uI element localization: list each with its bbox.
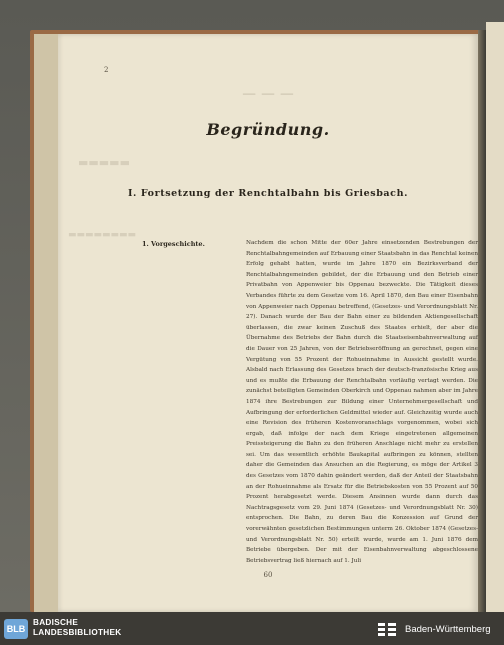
page-heading: Begründung.	[206, 120, 330, 139]
baden-wuerttemberg-crest-icon	[376, 619, 398, 638]
page-number-top: 2	[104, 66, 109, 74]
book-gutter	[478, 30, 486, 612]
library-name-line1: BADISCHE	[33, 618, 79, 627]
library-name-line2: LANDESBIBLIOTHEK	[33, 628, 122, 637]
document-page: — — — ▬▬▬▬▬ ▬▬▬▬▬▬▬▬	[58, 34, 478, 612]
margin-note: 1. Vorgeschichte.	[142, 240, 205, 248]
library-name[interactable]	[33, 618, 122, 638]
state-name[interactable]: Baden-Württemberg	[405, 624, 491, 635]
section-heading: I. Fortsetzung der Renchtalbahn bis Griesbach.	[128, 188, 408, 199]
facing-page-strip	[486, 22, 504, 612]
blb-logo[interactable]: BLB	[4, 619, 28, 639]
page-number-bottom: 60	[263, 571, 273, 579]
body-paragraph: Nachdem die schon Mitte der 60er Jahre einsetzenden Bestrebungen der Renchtalbahngemeinden auf Erbauung einer Staatsbahn in das Renchtal keinen Erfolg gehabt hatten, wurde im Jahre 1870 ein Bezirksverband der Renchtalbahngemeinden gebildet, der die Erbauung und den Betrieb einer Privatbahn von Appenweier bis Oppenau bezweckte. Die Tätigkeit dieses Verbandes führte zu dem Gesetze vom 16. April 1870, den Bau einer Eisenbahn von Appenweier nach Oppenau betreffend, (Gesetzes- und Verordnungsblatt Nr. 27). Danach wurde der Bau der Bahn einer zu bildenden Aktiengesellschaft überlassen, die zwar keinen Zuschuß des Staates erhielt, der aber die Übernahme des Betriebs der Bahn durch die Staatseisenbahnverwaltung auf die Dauer von 25 Jahren, von der Betriebseröffnung an gerechnet, gegen eine Vergütung von 55 Prozent der Rohueinnahme in Aussicht gestellt wurde. Alsbald nach Erlassung des Gesetzes brach der deutsch-französische Krieg aus und es mußte die Erbauung der Renchtalbahn vorläufig vertagt werden. Die zunächst beteiligten Gemeinden Oberkirch und Oppenau nahmen aber im Jahre 1874 ihre Bestrebungen zur Bildung einer Unternehmergesellschaft und Aufbringung der erforderlichen Geldmittel wieder auf. Gleichzeitig wurde auch eine Revision des früheren Kostenvoranschlags vorgenommen, wobei sich ergab, daß infolge der nach dem Kriege eingetretenen allgemeinen Preissteigerung die Bahn zu den früheren Anschlage nicht mehr zu erstellen sei. Um das wesentlich erhöhte Baukapital aufbringen zu können, stellten daher die Gemeinden das Ansuchen an die Regierung, es möge der Artikel 3 des Gesetzes vom 1870 dahin geändert werden, daß der Anteil der Staatsbahn an der Rohueinnahme als Ersatz für die Betriebskosten von 55 Prozent auf 50 Prozent herabgesetzt werde. Diesem Ansinnen wurde dann durch das Nachtragsgesetz vom 29. Juni 1874 (Gesetzes- und Verordnungsblatt Nr. 30) entsprochen. Die Bahn, zu deren Bau die Konzession auf Grund der vorerwähnten gesetzlichen Bestimmungen unterm 26. Oktober 1874 (Gesetzes- und Verordnungsblatt Nr. 50) erteilt wurde, wurde am 1. Juni 1876 dem Betriebe übergeben. Der mit der Eisenbahnverwaltung abgeschlossene Betriebsvertrag ließ hiernach auf 1. Juli	[246, 240, 478, 564]
